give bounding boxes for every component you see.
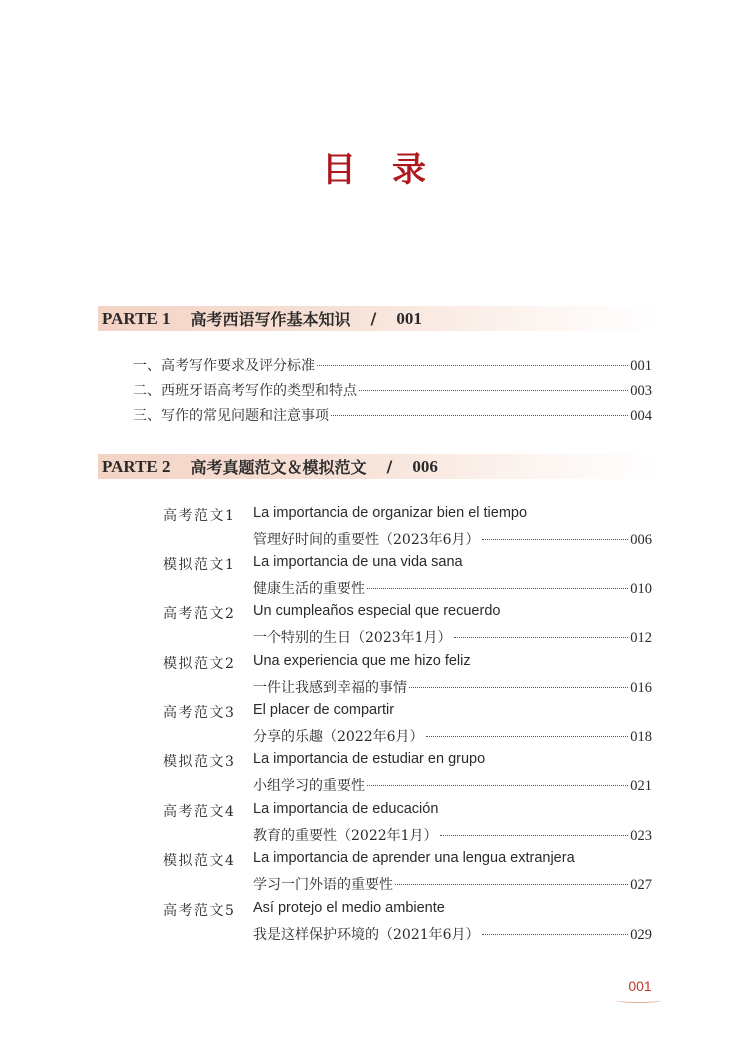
entry-label: 模拟范文2 xyxy=(163,656,236,672)
dot-leader xyxy=(454,637,629,638)
entry-label: 模拟范文3 xyxy=(163,754,236,770)
entry-chinese-title: 管理好时间的重要性（2023年6月） xyxy=(253,532,480,548)
entry-chinese-line[interactable] xyxy=(253,627,652,647)
entry-page: 018 xyxy=(630,729,652,745)
part2-header[interactable] xyxy=(98,454,660,479)
entry-spanish-title[interactable]: La importancia de educación xyxy=(253,801,439,817)
entry-label: 高考范文2 xyxy=(163,606,236,622)
entry-label: 高考范文3 xyxy=(163,705,236,721)
page-number-underline xyxy=(616,998,662,1003)
dot-leader xyxy=(440,835,629,836)
entry-chinese-line[interactable] xyxy=(253,726,652,746)
entry-label: 模拟范文4 xyxy=(163,853,236,869)
entry-label: 高考范文5 xyxy=(163,903,236,919)
entry-chinese-line[interactable] xyxy=(253,874,652,894)
entry-chinese-title: 学习一门外语的重要性 xyxy=(253,877,393,893)
entry-page: 027 xyxy=(630,877,652,893)
entry-spanish-title[interactable]: Un cumpleaños especial que recuerdo xyxy=(253,603,501,619)
part2-title: 高考真题范文＆模拟范文 xyxy=(190,458,367,477)
entry-spanish-title[interactable]: La importancia de una vida sana xyxy=(253,554,463,570)
entry-chinese-title: 健康生活的重要性 xyxy=(253,581,365,597)
toc-item-page: 004 xyxy=(630,408,652,424)
part1-header[interactable] xyxy=(98,306,660,331)
toc-item-page: 003 xyxy=(630,383,652,399)
entry-page: 023 xyxy=(630,828,652,844)
part2-page: 006 xyxy=(412,456,438,476)
entry-page: 006 xyxy=(630,532,652,548)
dot-leader xyxy=(409,687,628,688)
entry-spanish-title[interactable]: La importancia de estudiar en grupo xyxy=(253,751,486,767)
dot-leader xyxy=(482,539,629,540)
entry-page: 029 xyxy=(630,927,652,943)
entry-chinese-line[interactable] xyxy=(253,825,652,845)
entry-label: 模拟范文1 xyxy=(163,557,236,573)
dot-leader xyxy=(331,415,628,416)
entry-chinese-line[interactable] xyxy=(253,529,652,549)
entry-page: 012 xyxy=(630,630,652,646)
entry-spanish-title[interactable]: El placer de compartir xyxy=(253,702,395,718)
dot-leader xyxy=(482,934,629,935)
dot-leader xyxy=(317,365,628,366)
entry-label: 高考范文4 xyxy=(163,804,236,820)
entry-chinese-title: 分享的乐趣（2022年6月） xyxy=(253,729,424,745)
entry-page: 010 xyxy=(630,581,652,597)
entry-chinese-title: 我是这样保护环境的（2021年6月） xyxy=(253,927,480,943)
toc-item-text: 二、西班牙语高考写作的类型和特点 xyxy=(133,383,357,399)
entry-chinese-line[interactable] xyxy=(253,677,652,697)
dot-leader xyxy=(395,884,628,885)
entry-chinese-line[interactable] xyxy=(253,775,652,795)
entry-chinese-title: 小组学习的重要性 xyxy=(253,778,365,794)
page-number: 001 xyxy=(628,978,652,994)
part2-number: PARTE 2 xyxy=(102,456,171,476)
toc-item-page: 001 xyxy=(630,358,652,374)
part2-separator: / xyxy=(386,457,393,476)
entry-spanish-title[interactable]: Una experiencia que me hizo feliz xyxy=(253,653,471,669)
entry-label: 高考范文1 xyxy=(163,508,236,524)
entry-spanish-title[interactable]: La importancia de organizar bien el tiempo xyxy=(253,505,528,521)
part1-page: 001 xyxy=(396,308,422,328)
entry-chinese-title: 教育的重要性（2022年1月） xyxy=(253,828,438,844)
dot-leader xyxy=(426,736,629,737)
entry-chinese-title: 一件让我感到幸福的事情 xyxy=(253,680,407,696)
page-title xyxy=(0,142,750,191)
dot-leader xyxy=(359,390,628,391)
toc-item[interactable] xyxy=(133,355,652,377)
toc-item[interactable] xyxy=(133,405,652,427)
entry-chinese-line[interactable] xyxy=(253,924,652,944)
title-char-2: 录 xyxy=(392,150,428,190)
dot-leader xyxy=(367,588,628,589)
toc-item-text: 三、写作的常见问题和注意事项 xyxy=(133,408,329,424)
entry-page: 016 xyxy=(630,680,652,696)
entry-spanish-title[interactable]: Así protejo el medio ambiente xyxy=(253,900,445,916)
part1-number: PARTE 1 xyxy=(102,308,171,328)
entry-spanish-title[interactable]: La importancia de aprender una lengua extranjera xyxy=(253,850,575,866)
title-char-1: 目 xyxy=(322,150,358,190)
entry-chinese-line[interactable] xyxy=(253,578,652,598)
entry-page: 021 xyxy=(630,778,652,794)
entry-chinese-title: 一个特别的生日（2023年1月） xyxy=(253,630,452,646)
toc-item-text: 一、高考写作要求及评分标准 xyxy=(133,358,315,374)
part1-separator: / xyxy=(370,309,377,328)
toc-item[interactable] xyxy=(133,380,652,402)
part1-title: 高考西语写作基本知识 xyxy=(190,310,351,329)
dot-leader xyxy=(367,785,628,786)
